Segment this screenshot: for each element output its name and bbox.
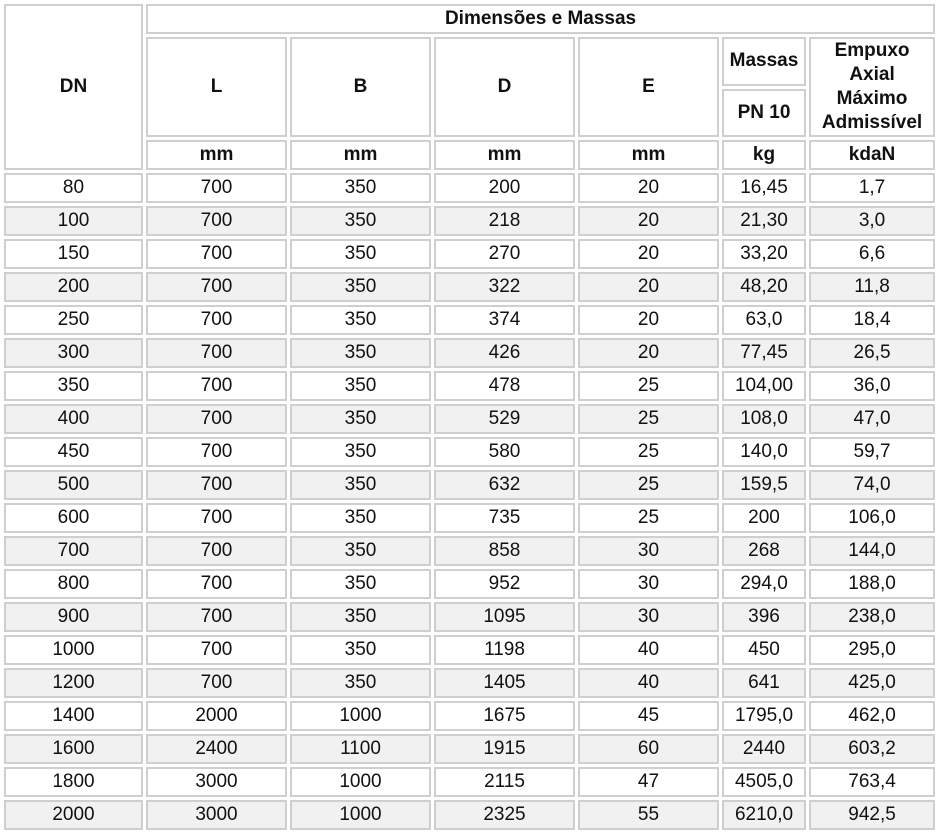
massa-cell: 4505,0 (722, 767, 806, 797)
d-cell: 1405 (434, 668, 575, 698)
l-cell: 2000 (146, 701, 287, 731)
d-cell: 374 (434, 305, 575, 335)
e-cell: 30 (578, 536, 719, 566)
empuxo-cell: 36,0 (809, 371, 935, 401)
table-row (4, 569, 935, 599)
dn-cell: 300 (4, 338, 143, 368)
empuxo-cell: 238,0 (809, 602, 935, 632)
massa-cell: 6210,0 (722, 800, 806, 830)
l-cell: 700 (146, 602, 287, 632)
table-row (4, 239, 935, 269)
l-cell: 3000 (146, 767, 287, 797)
dn-cell: 80 (4, 173, 143, 203)
unit-l: mm (146, 140, 287, 170)
b-cell: 350 (290, 173, 431, 203)
d-cell: 1198 (434, 635, 575, 665)
e-cell: 55 (578, 800, 719, 830)
d-cell: 580 (434, 437, 575, 467)
e-cell: 40 (578, 668, 719, 698)
table-row (4, 371, 935, 401)
d-cell: 735 (434, 503, 575, 533)
massa-cell: 396 (722, 602, 806, 632)
l-cell: 700 (146, 503, 287, 533)
b-cell: 1000 (290, 800, 431, 830)
d-cell: 529 (434, 404, 575, 434)
massa-cell: 140,0 (722, 437, 806, 467)
l-header: L (146, 37, 287, 137)
empuxo-cell: 603,2 (809, 734, 935, 764)
l-cell: 700 (146, 272, 287, 302)
empuxo-cell: 462,0 (809, 701, 935, 731)
d-cell: 1915 (434, 734, 575, 764)
table-row (4, 536, 935, 566)
dn-cell: 1600 (4, 734, 143, 764)
massa-cell: 641 (722, 668, 806, 698)
empuxo-cell: 106,0 (809, 503, 935, 533)
header-columns-row (4, 37, 935, 86)
dn-cell: 2000 (4, 800, 143, 830)
e-cell: 30 (578, 569, 719, 599)
unit-d: mm (434, 140, 575, 170)
e-cell: 40 (578, 635, 719, 665)
table-row (4, 602, 935, 632)
e-cell: 25 (578, 470, 719, 500)
unit-b: mm (290, 140, 431, 170)
dn-cell: 450 (4, 437, 143, 467)
table-row (4, 635, 935, 665)
e-cell: 25 (578, 371, 719, 401)
l-cell: 700 (146, 206, 287, 236)
b-cell: 350 (290, 470, 431, 500)
massa-cell: 268 (722, 536, 806, 566)
massa-cell: 48,20 (722, 272, 806, 302)
b-cell: 350 (290, 206, 431, 236)
b-cell: 350 (290, 239, 431, 269)
d-cell: 478 (434, 371, 575, 401)
dn-cell: 1800 (4, 767, 143, 797)
massa-cell: 294,0 (722, 569, 806, 599)
e-cell: 60 (578, 734, 719, 764)
b-cell: 350 (290, 569, 431, 599)
empuxo-cell: 18,4 (809, 305, 935, 335)
l-cell: 700 (146, 371, 287, 401)
b-header: B (290, 37, 431, 137)
dn-cell: 1400 (4, 701, 143, 731)
e-cell: 20 (578, 173, 719, 203)
empuxo-cell: 188,0 (809, 569, 935, 599)
header-units-row (4, 140, 935, 170)
l-cell: 700 (146, 239, 287, 269)
massa-cell: 1795,0 (722, 701, 806, 731)
table-row (4, 404, 935, 434)
l-cell: 700 (146, 470, 287, 500)
empuxo-cell: 6,6 (809, 239, 935, 269)
empuxo-header-line: Admissível (821, 112, 923, 133)
table-row (4, 503, 935, 533)
table-row (4, 767, 935, 797)
empuxo-cell: 74,0 (809, 470, 935, 500)
e-cell: 25 (578, 404, 719, 434)
empuxo-header-line: Máximo (836, 88, 908, 109)
l-cell: 700 (146, 173, 287, 203)
massa-cell: 21,30 (722, 206, 806, 236)
e-cell: 20 (578, 239, 719, 269)
table-row (4, 668, 935, 698)
d-cell: 426 (434, 338, 575, 368)
e-cell: 20 (578, 272, 719, 302)
b-cell: 350 (290, 272, 431, 302)
unit-e: mm (578, 140, 719, 170)
l-cell: 3000 (146, 800, 287, 830)
table-row (4, 272, 935, 302)
d-cell: 2325 (434, 800, 575, 830)
l-cell: 700 (146, 536, 287, 566)
empuxo-cell: 763,4 (809, 767, 935, 797)
table-row (4, 305, 935, 335)
d-cell: 322 (434, 272, 575, 302)
b-cell: 350 (290, 668, 431, 698)
dn-cell: 400 (4, 404, 143, 434)
empuxo-cell: 47,0 (809, 404, 935, 434)
empuxo-header-line: Axial (849, 64, 895, 85)
dn-header: DN (4, 4, 143, 170)
e-cell: 20 (578, 338, 719, 368)
massa-cell: 63,0 (722, 305, 806, 335)
empuxo-cell: 942,5 (809, 800, 935, 830)
b-cell: 1100 (290, 734, 431, 764)
e-cell: 25 (578, 437, 719, 467)
dn-cell: 250 (4, 305, 143, 335)
empuxo-cell: 26,5 (809, 338, 935, 368)
unit-massas: kg (722, 140, 806, 170)
l-cell: 2400 (146, 734, 287, 764)
table-row (4, 206, 935, 236)
empuxo-cell: 59,7 (809, 437, 935, 467)
b-cell: 350 (290, 635, 431, 665)
massas-header: Massas (722, 37, 806, 86)
dn-cell: 350 (4, 371, 143, 401)
l-cell: 700 (146, 305, 287, 335)
b-cell: 350 (290, 602, 431, 632)
dn-cell: 1200 (4, 668, 143, 698)
e-cell: 45 (578, 701, 719, 731)
l-cell: 700 (146, 668, 287, 698)
b-cell: 350 (290, 437, 431, 467)
table-row (4, 701, 935, 731)
d-cell: 952 (434, 569, 575, 599)
b-cell: 350 (290, 404, 431, 434)
massa-cell: 33,20 (722, 239, 806, 269)
empuxo-cell: 11,8 (809, 272, 935, 302)
e-cell: 30 (578, 602, 719, 632)
unit-empuxo: kdaN (809, 140, 935, 170)
dn-cell: 150 (4, 239, 143, 269)
dn-cell: 800 (4, 569, 143, 599)
table-row (4, 338, 935, 368)
d-cell: 270 (434, 239, 575, 269)
e-cell: 20 (578, 305, 719, 335)
d-cell: 200 (434, 173, 575, 203)
e-cell: 47 (578, 767, 719, 797)
e-header: E (578, 37, 719, 137)
e-cell: 20 (578, 206, 719, 236)
l-cell: 700 (146, 569, 287, 599)
d-cell: 218 (434, 206, 575, 236)
massa-cell: 108,0 (722, 404, 806, 434)
empuxo-cell: 295,0 (809, 635, 935, 665)
dn-cell: 600 (4, 503, 143, 533)
b-cell: 1000 (290, 767, 431, 797)
b-cell: 350 (290, 371, 431, 401)
empuxo-cell: 425,0 (809, 668, 935, 698)
header-title-row (4, 4, 935, 34)
dn-cell: 1000 (4, 635, 143, 665)
l-cell: 700 (146, 338, 287, 368)
empuxo-cell: 1,7 (809, 173, 935, 203)
d-cell: 1675 (434, 701, 575, 731)
d-cell: 1095 (434, 602, 575, 632)
d-cell: 2115 (434, 767, 575, 797)
b-cell: 350 (290, 338, 431, 368)
b-cell: 350 (290, 536, 431, 566)
empuxo-header (809, 37, 935, 137)
d-cell: 858 (434, 536, 575, 566)
b-cell: 1000 (290, 701, 431, 731)
l-cell: 700 (146, 635, 287, 665)
empuxo-cell: 3,0 (809, 206, 935, 236)
dn-cell: 500 (4, 470, 143, 500)
dn-cell: 700 (4, 536, 143, 566)
pn-header: PN 10 (722, 89, 806, 138)
massa-cell: 104,00 (722, 371, 806, 401)
b-cell: 350 (290, 305, 431, 335)
massa-cell: 16,45 (722, 173, 806, 203)
dn-cell: 900 (4, 602, 143, 632)
table-row (4, 800, 935, 830)
table-row (4, 173, 935, 203)
d-cell: 632 (434, 470, 575, 500)
l-cell: 700 (146, 404, 287, 434)
l-cell: 700 (146, 437, 287, 467)
dimensions-table (1, 1, 938, 833)
table-title: Dimensões e Massas (146, 4, 935, 34)
massa-cell: 450 (722, 635, 806, 665)
d-header: D (434, 37, 575, 137)
table-row (4, 734, 935, 764)
massa-cell: 159,5 (722, 470, 806, 500)
massa-cell: 77,45 (722, 338, 806, 368)
dn-cell: 200 (4, 272, 143, 302)
massa-cell: 2440 (722, 734, 806, 764)
empuxo-cell: 144,0 (809, 536, 935, 566)
dn-cell: 100 (4, 206, 143, 236)
b-cell: 350 (290, 503, 431, 533)
e-cell: 25 (578, 503, 719, 533)
empuxo-header-line: Empuxo (834, 40, 910, 61)
massa-cell: 200 (722, 503, 806, 533)
table-row (4, 470, 935, 500)
table-row (4, 437, 935, 467)
